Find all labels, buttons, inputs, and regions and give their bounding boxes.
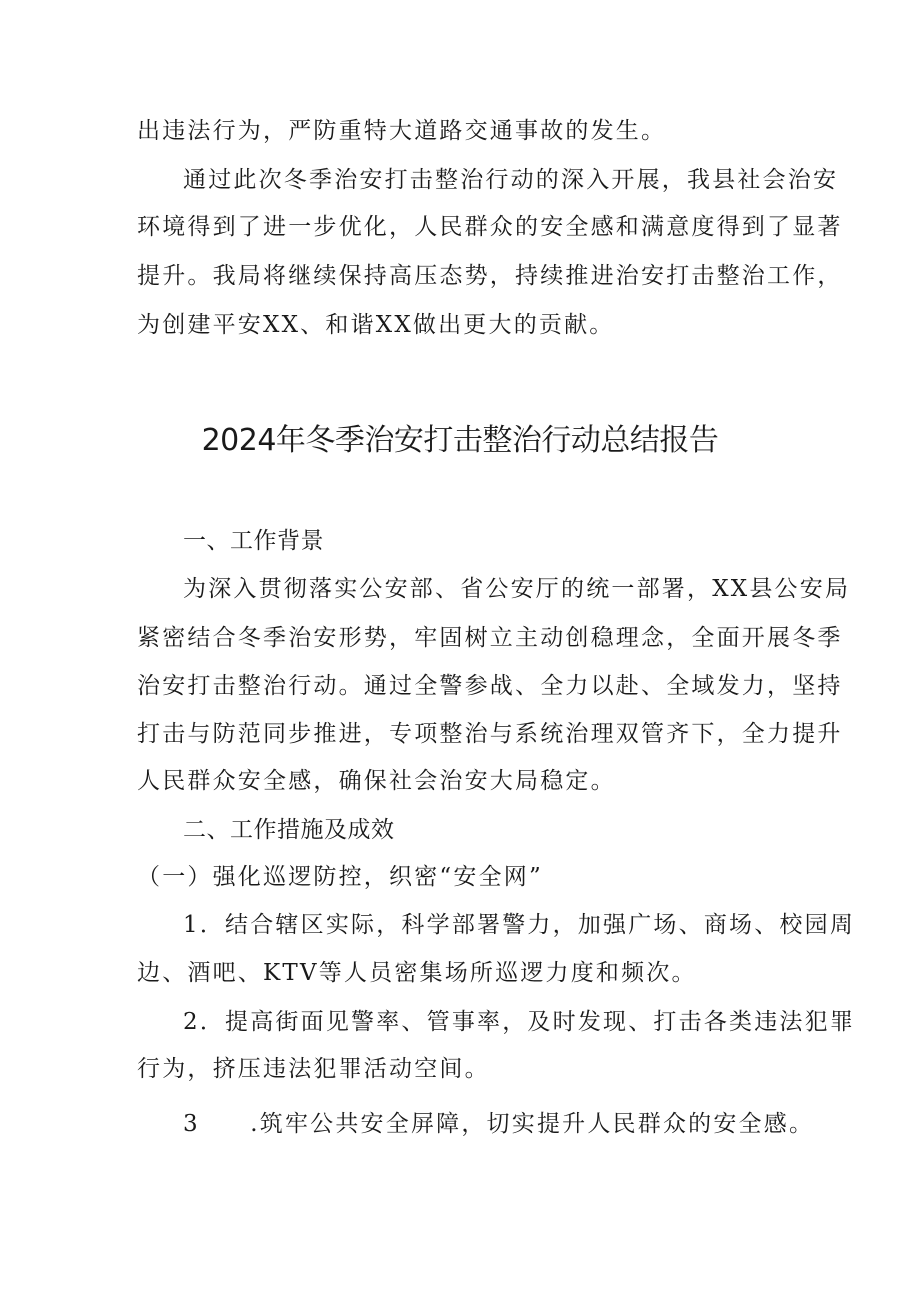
list-item-line: 1．结合辖区实际，科学部署警力，加强广场、商场、校园周	[183, 912, 856, 938]
list-item-line: 边、酒吧、KTV等人员密集场所巡逻力度和频次。	[137, 960, 697, 986]
paragraph-line: 为深入贯彻落实公安部、省公安厅的统一部署，XX县公安局	[183, 576, 851, 602]
subsection-heading: （一）强化巡逻防控，织密“安全网”	[137, 864, 543, 890]
list-item-line: 2．提高街面见警率、管事率，及时发现、打击各类违法犯罪	[183, 1009, 856, 1035]
section-heading-measures: 二、工作措施及成效	[183, 817, 395, 843]
list-item-line: 3 .筑牢公共安全屏障，切实提升人民群众的安全感。	[183, 1111, 815, 1137]
paragraph-line: 人民群众安全感，确保社会治安大局稳定。	[137, 768, 616, 794]
paragraph-line: 出违法行为，严防重特大道路交通事故的发生。	[137, 118, 667, 144]
paragraph-line: 打击与防范同步推进，专项整治与系统治理双管齐下，全力提升	[137, 721, 843, 747]
paragraph-line: 环境得到了进一步优化，人民群众的安全感和满意度得到了显著	[137, 214, 843, 240]
paragraph-line: 紧密结合冬季治安形势，牢固树立主动创稳理念，全面开展冬季	[137, 625, 843, 651]
paragraph-line: 治安打击整治行动。通过全警参战、全力以赴、全域发力，坚持	[137, 673, 843, 699]
paragraph-line: 提升。我局将继续保持高压态势，持续推进治安打击整治工作，	[137, 263, 843, 289]
section-heading-background: 一、工作背景	[183, 528, 324, 554]
list-item-line: 行为，挤压违法犯罪活动空间。	[137, 1056, 490, 1082]
report-title: 2024年冬季治安打击整治行动总结报告	[201, 423, 719, 458]
paragraph-line: 为创建平安XX、和谐XX做出更大的贡献。	[137, 312, 615, 338]
paragraph-line: 通过此次冬季治安打击整治行动的深入开展，我县社会治安	[183, 167, 839, 193]
